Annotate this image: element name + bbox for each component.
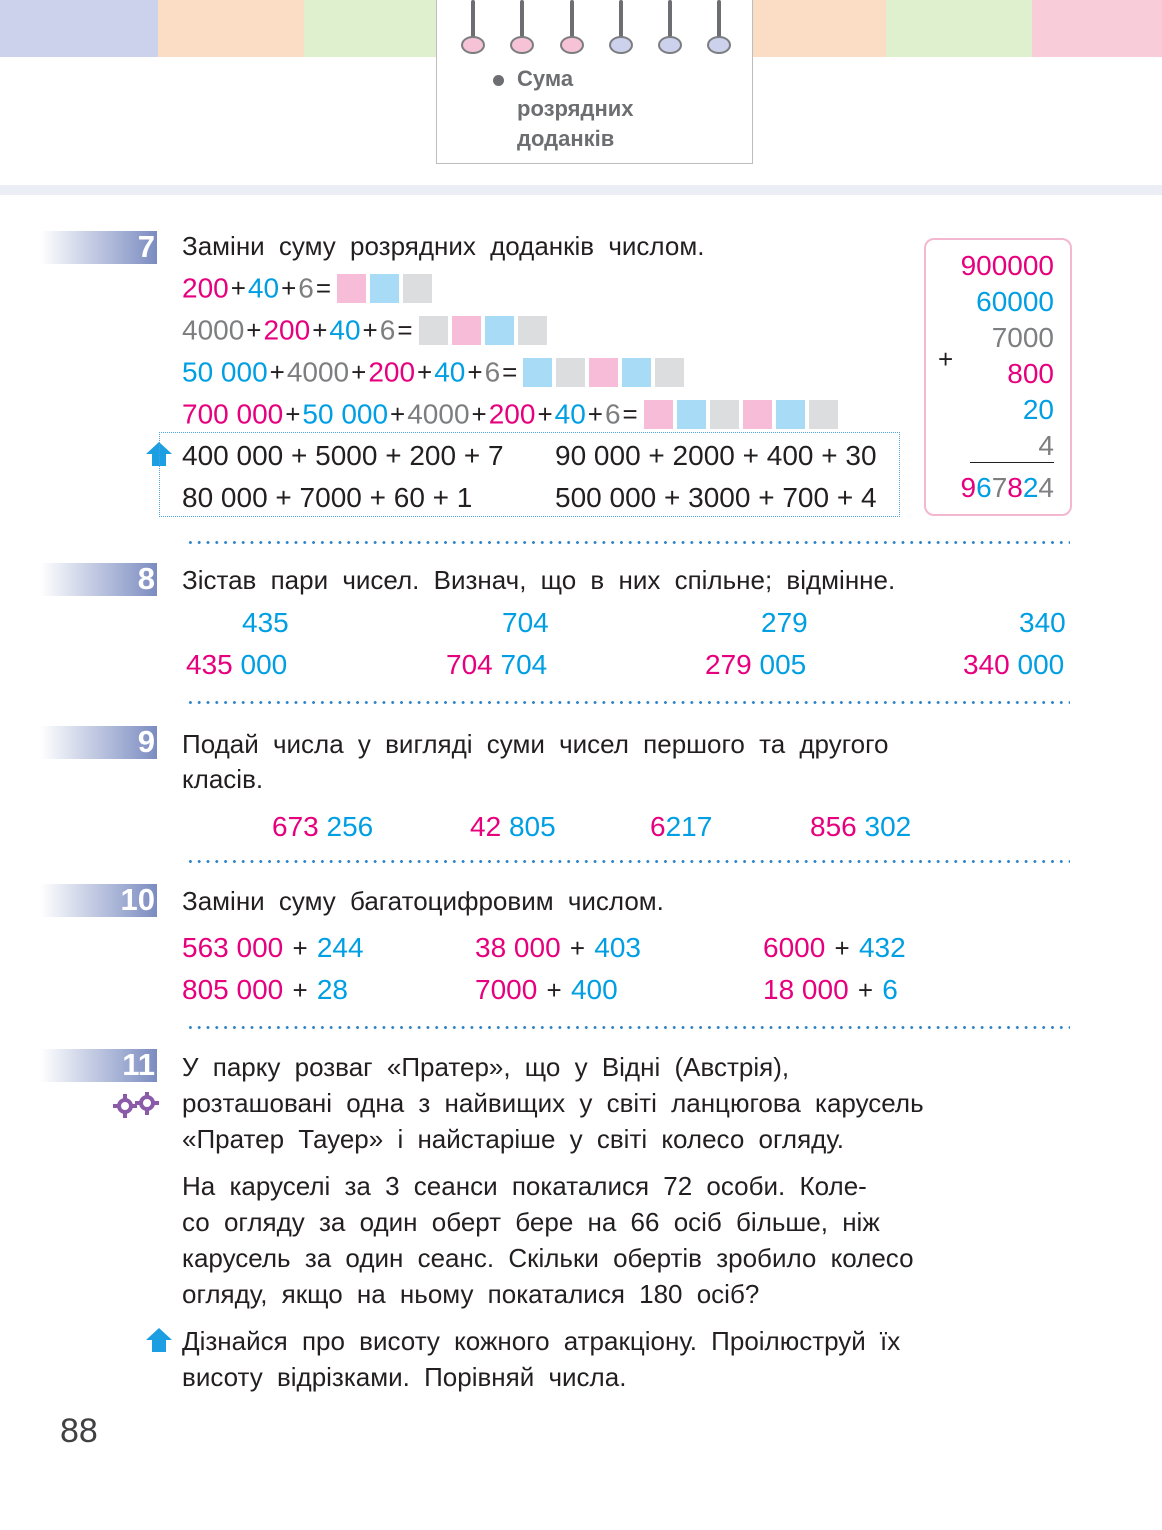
task-text: со огляду за один оберт бере на 66 осіб більше, ніж [182,1207,880,1237]
operator: = [622,399,638,430]
answer-box[interactable] [655,358,684,387]
number: 856 302 [810,811,912,842]
equation: 7000 + 400 [475,974,618,1005]
plus-sign: + [938,344,954,374]
addend: 800 [1007,358,1054,389]
addend: 200 [488,398,536,430]
ring-icon [558,0,586,58]
task-title: Подай числа у вигляді суми чисел першого та другого [182,729,889,759]
answer-box[interactable] [743,400,772,429]
operator: + [587,399,603,430]
answer-box[interactable] [403,274,432,303]
task-number-badge: 9 [40,726,157,759]
equation-line [182,313,547,347]
answer-box[interactable] [523,358,552,387]
task-number-badge: 11 [40,1049,157,1082]
number: 435 [242,607,289,638]
operator: + [351,357,367,388]
number: 6217 [650,811,713,842]
operator: + [390,399,406,430]
task-title: Зістав пари чисел. Визнач, що в них спільне; відмінне. [182,565,896,595]
dotted-separator [186,1026,1070,1029]
task-text: У парку розваг «Пратер», що у Відні (Австрія), [182,1052,790,1082]
operator: + [471,399,487,430]
equation: 38 000 + 403 [475,932,641,963]
bullet-icon [493,75,504,86]
equation-line [182,355,684,389]
header-stripe [886,0,1032,57]
equation-line [182,271,432,305]
header-stripe [0,0,158,57]
task-text: Дізнайся про висоту кожного атракціону. Проілюструй їх [182,1326,901,1356]
addend: 40 [247,272,280,304]
addend: 200 [263,314,311,346]
ring-icon [705,0,733,58]
operator: + [312,315,328,346]
task-text: «Пратер Тауер» і найстаріше у світі колесо огляду. [182,1124,844,1154]
header-stripe [1032,0,1162,57]
ring-icon [607,0,635,58]
task-text: висоту відрізками. Порівняй числа. [182,1362,627,1392]
header-stripe [304,0,436,57]
addend: 6 [484,356,501,388]
operator: + [246,315,262,346]
addend: 50 000 [302,398,389,430]
dotted-separator [186,860,1070,863]
ring-icon [459,0,487,58]
answer-box[interactable] [622,358,651,387]
operator: + [537,399,553,430]
number: 340 [1019,607,1066,638]
addend: 50 000 [182,356,268,388]
addend: 6 [298,272,314,304]
answer-box[interactable] [644,400,673,429]
task-title: Заміни суму багатоцифровим числом. [182,886,664,916]
addend: 60000 [976,286,1054,317]
answer-box[interactable] [452,316,481,345]
task-number-badge: 7 [40,231,157,264]
number: 704 704 [446,649,548,680]
number: 435 000 [186,649,288,680]
equation: 805 000 + 28 [182,974,349,1005]
addend: 900000 [960,250,1054,281]
answer-box[interactable] [710,400,739,429]
topic-title: Сума розрядних доданків [517,64,634,154]
operator: + [285,399,301,430]
operator: + [417,357,433,388]
number: 42 805 [470,811,556,842]
equation-line [182,397,838,431]
operator: + [281,273,297,304]
topic-card [436,0,753,164]
addend: 7000 [991,322,1054,353]
task-text: На каруселі за 3 сеанси покаталися 72 особи. Коле- [182,1171,867,1201]
column-addition-box [924,238,1072,516]
equation: 80 000 + 7000 + 60 + 1 [182,482,473,513]
number: 279 005 [705,649,807,680]
gears-icon [112,1092,160,1118]
addend: 4000 [182,314,245,346]
addend: 4 [1038,430,1054,461]
addend: 6 [379,314,396,346]
task-title: класів. [182,764,264,794]
answer-box[interactable] [556,358,585,387]
number: 673 256 [272,811,374,842]
equation: 500 000 + 3000 + 700 + 4 [555,482,877,513]
addend: 20 [1022,394,1054,425]
task-text: карусель за один сеанс. Скільки обертів зробило колесо [182,1243,914,1273]
page-number: 88 [60,1412,98,1450]
task-text: огляду, якщо на ньому покаталися 180 осіб? [182,1279,760,1309]
task-text: розташовані одна з найвищих у світі ланцюгова карусель [182,1088,924,1118]
addend: 200 [368,356,416,388]
header-band [0,185,1162,195]
number: 279 [761,607,808,638]
addend: 4000 [286,356,350,388]
task-number-badge: 10 [40,884,157,917]
column-result: 967824 [960,472,1054,503]
operator: = [502,357,518,388]
operator: = [397,315,413,346]
operator: + [362,315,378,346]
equation: 90 000 + 2000 + 400 + 30 [555,440,877,471]
operator: + [467,357,483,388]
dotted-separator [186,541,1070,544]
equation: 18 000 + 6 [763,974,898,1005]
task-number-badge: 8 [40,563,157,596]
addend: 40 [554,398,586,430]
dotted-separator [186,701,1070,704]
addend: 700 000 [182,398,284,430]
answer-box[interactable] [370,274,399,303]
answer-box[interactable] [589,358,618,387]
answer-box[interactable] [776,400,805,429]
answer-box[interactable] [809,400,838,429]
sum-line [970,462,1054,463]
addend: 40 [434,356,466,388]
operator: + [269,357,285,388]
ring-icon [656,0,684,58]
equation: 6000 + 432 [763,932,906,963]
house-icon [145,1327,173,1353]
equation: 563 000 + 244 [182,932,364,963]
addend: 40 [329,314,361,346]
operator: + [230,273,246,304]
addend: 6 [604,398,621,430]
answer-box[interactable] [337,274,366,303]
answer-box[interactable] [518,316,547,345]
equation: 400 000 + 5000 + 200 + 7 [182,440,504,471]
answer-box[interactable] [677,400,706,429]
answer-box[interactable] [485,316,514,345]
operator: = [315,273,332,304]
header-stripe [753,0,886,57]
number: 340 000 [963,649,1065,680]
addend: 4000 [407,398,470,430]
answer-box[interactable] [419,316,448,345]
task-title: Заміни суму розрядних доданків числом. [182,231,705,261]
ring-icon [508,0,536,58]
header-stripe [158,0,304,57]
addend: 200 [182,272,229,304]
number: 704 [502,607,549,638]
